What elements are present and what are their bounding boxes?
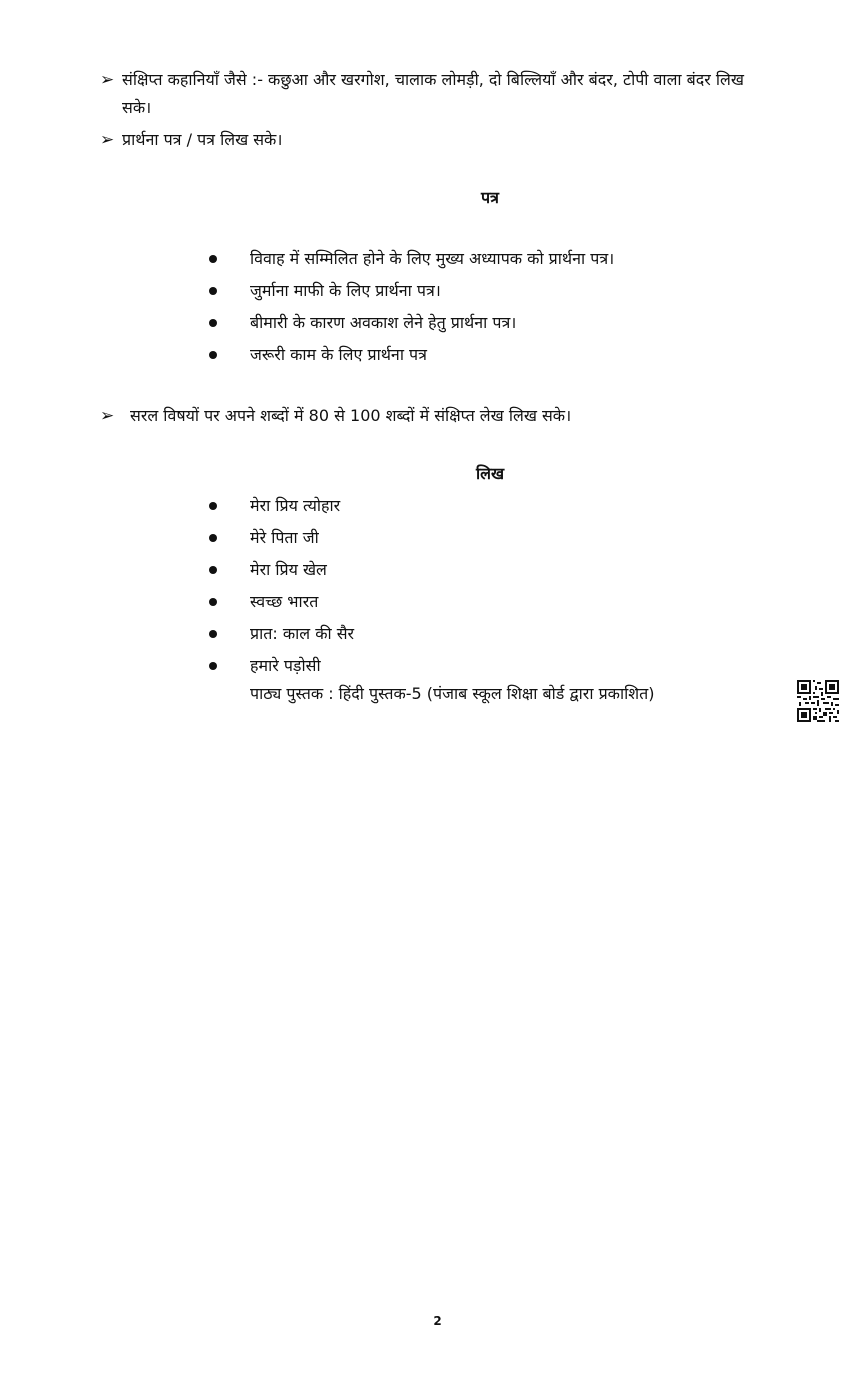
list-item-text: जुर्माना माफी के लिए प्रार्थना पत्र।	[250, 281, 441, 300]
bullet-dot-icon	[209, 319, 217, 327]
list-item	[205, 650, 354, 682]
list-item-text: विवाह में सम्मिलित होने के लिए मुख्य अध्यापक को प्रार्थना पत्र।	[250, 249, 615, 268]
bullet-dot-icon	[209, 351, 217, 359]
list-item-text: मेरे पिता जी	[250, 528, 319, 547]
page-number: 2	[433, 1314, 442, 1328]
list-item	[205, 490, 354, 522]
arrow-bullet-icon: ➢	[100, 70, 115, 90]
list-item	[205, 522, 354, 554]
bullet-dot-icon	[209, 534, 217, 542]
bullet-dot-icon	[209, 598, 217, 606]
list-item	[205, 618, 354, 650]
objective-item-stories	[100, 66, 762, 122]
bullet-dot-icon	[209, 630, 217, 638]
objective-text: प्रार्थना पत्र / पत्र लिख सके।	[122, 130, 283, 149]
patra-list	[205, 243, 614, 371]
arrow-bullet-icon: ➢	[100, 406, 115, 426]
list-item	[205, 307, 614, 339]
qr-code-icon	[797, 680, 839, 722]
bullet-dot-icon	[209, 287, 217, 295]
list-item-text: प्रात: काल की सैर	[250, 624, 355, 643]
objective-text: संक्षिप्त कहानियाँ जैसे :- कछुआ और खरगोश, चालाक लोमड़ी, दो बिल्लियाँ और बंदर, टोपी वाला बंदर लिख सके।	[122, 70, 744, 117]
list-item	[205, 275, 614, 307]
section-heading-lekh: लिख	[475, 464, 505, 483]
bullet-dot-icon	[209, 502, 217, 510]
section-heading-patra: पत्र	[481, 188, 499, 207]
bullet-dot-icon	[209, 662, 217, 670]
bullet-dot-icon	[209, 255, 217, 263]
list-item	[205, 243, 614, 275]
bullet-dot-icon	[209, 566, 217, 574]
list-item-text: स्वच्छ भारत	[250, 592, 319, 611]
list-item	[205, 586, 354, 618]
list-item-text: बीमारी के कारण अवकाश लेने हेतु प्रार्थना पत्र।	[250, 313, 517, 332]
list-item	[205, 339, 614, 371]
list-item-text: जरूरी काम के लिए प्रार्थना पत्र	[250, 345, 427, 364]
objective-text: सरल विषयों पर अपने शब्दों में 80 से 100 शब्दों में संक्षिप्त लेख लिख सके।	[130, 406, 572, 425]
list-item-text: हमारे पड़ोसी	[250, 656, 321, 675]
list-item-text: मेरा प्रिय खेल	[250, 560, 327, 579]
arrow-bullet-icon: ➢	[100, 130, 115, 150]
list-item-text: मेरा प्रिय त्योहार	[250, 496, 341, 515]
objective-item-essays	[100, 402, 790, 430]
textbook-reference: पाठ्य पुस्तक : हिंदी पुस्तक-5 (पंजाब स्कूल शिक्षा बोर्ड द्वारा प्रकाशित)	[250, 684, 655, 703]
lekh-list	[205, 490, 354, 682]
objective-item-letters	[100, 126, 762, 154]
list-item	[205, 554, 354, 586]
